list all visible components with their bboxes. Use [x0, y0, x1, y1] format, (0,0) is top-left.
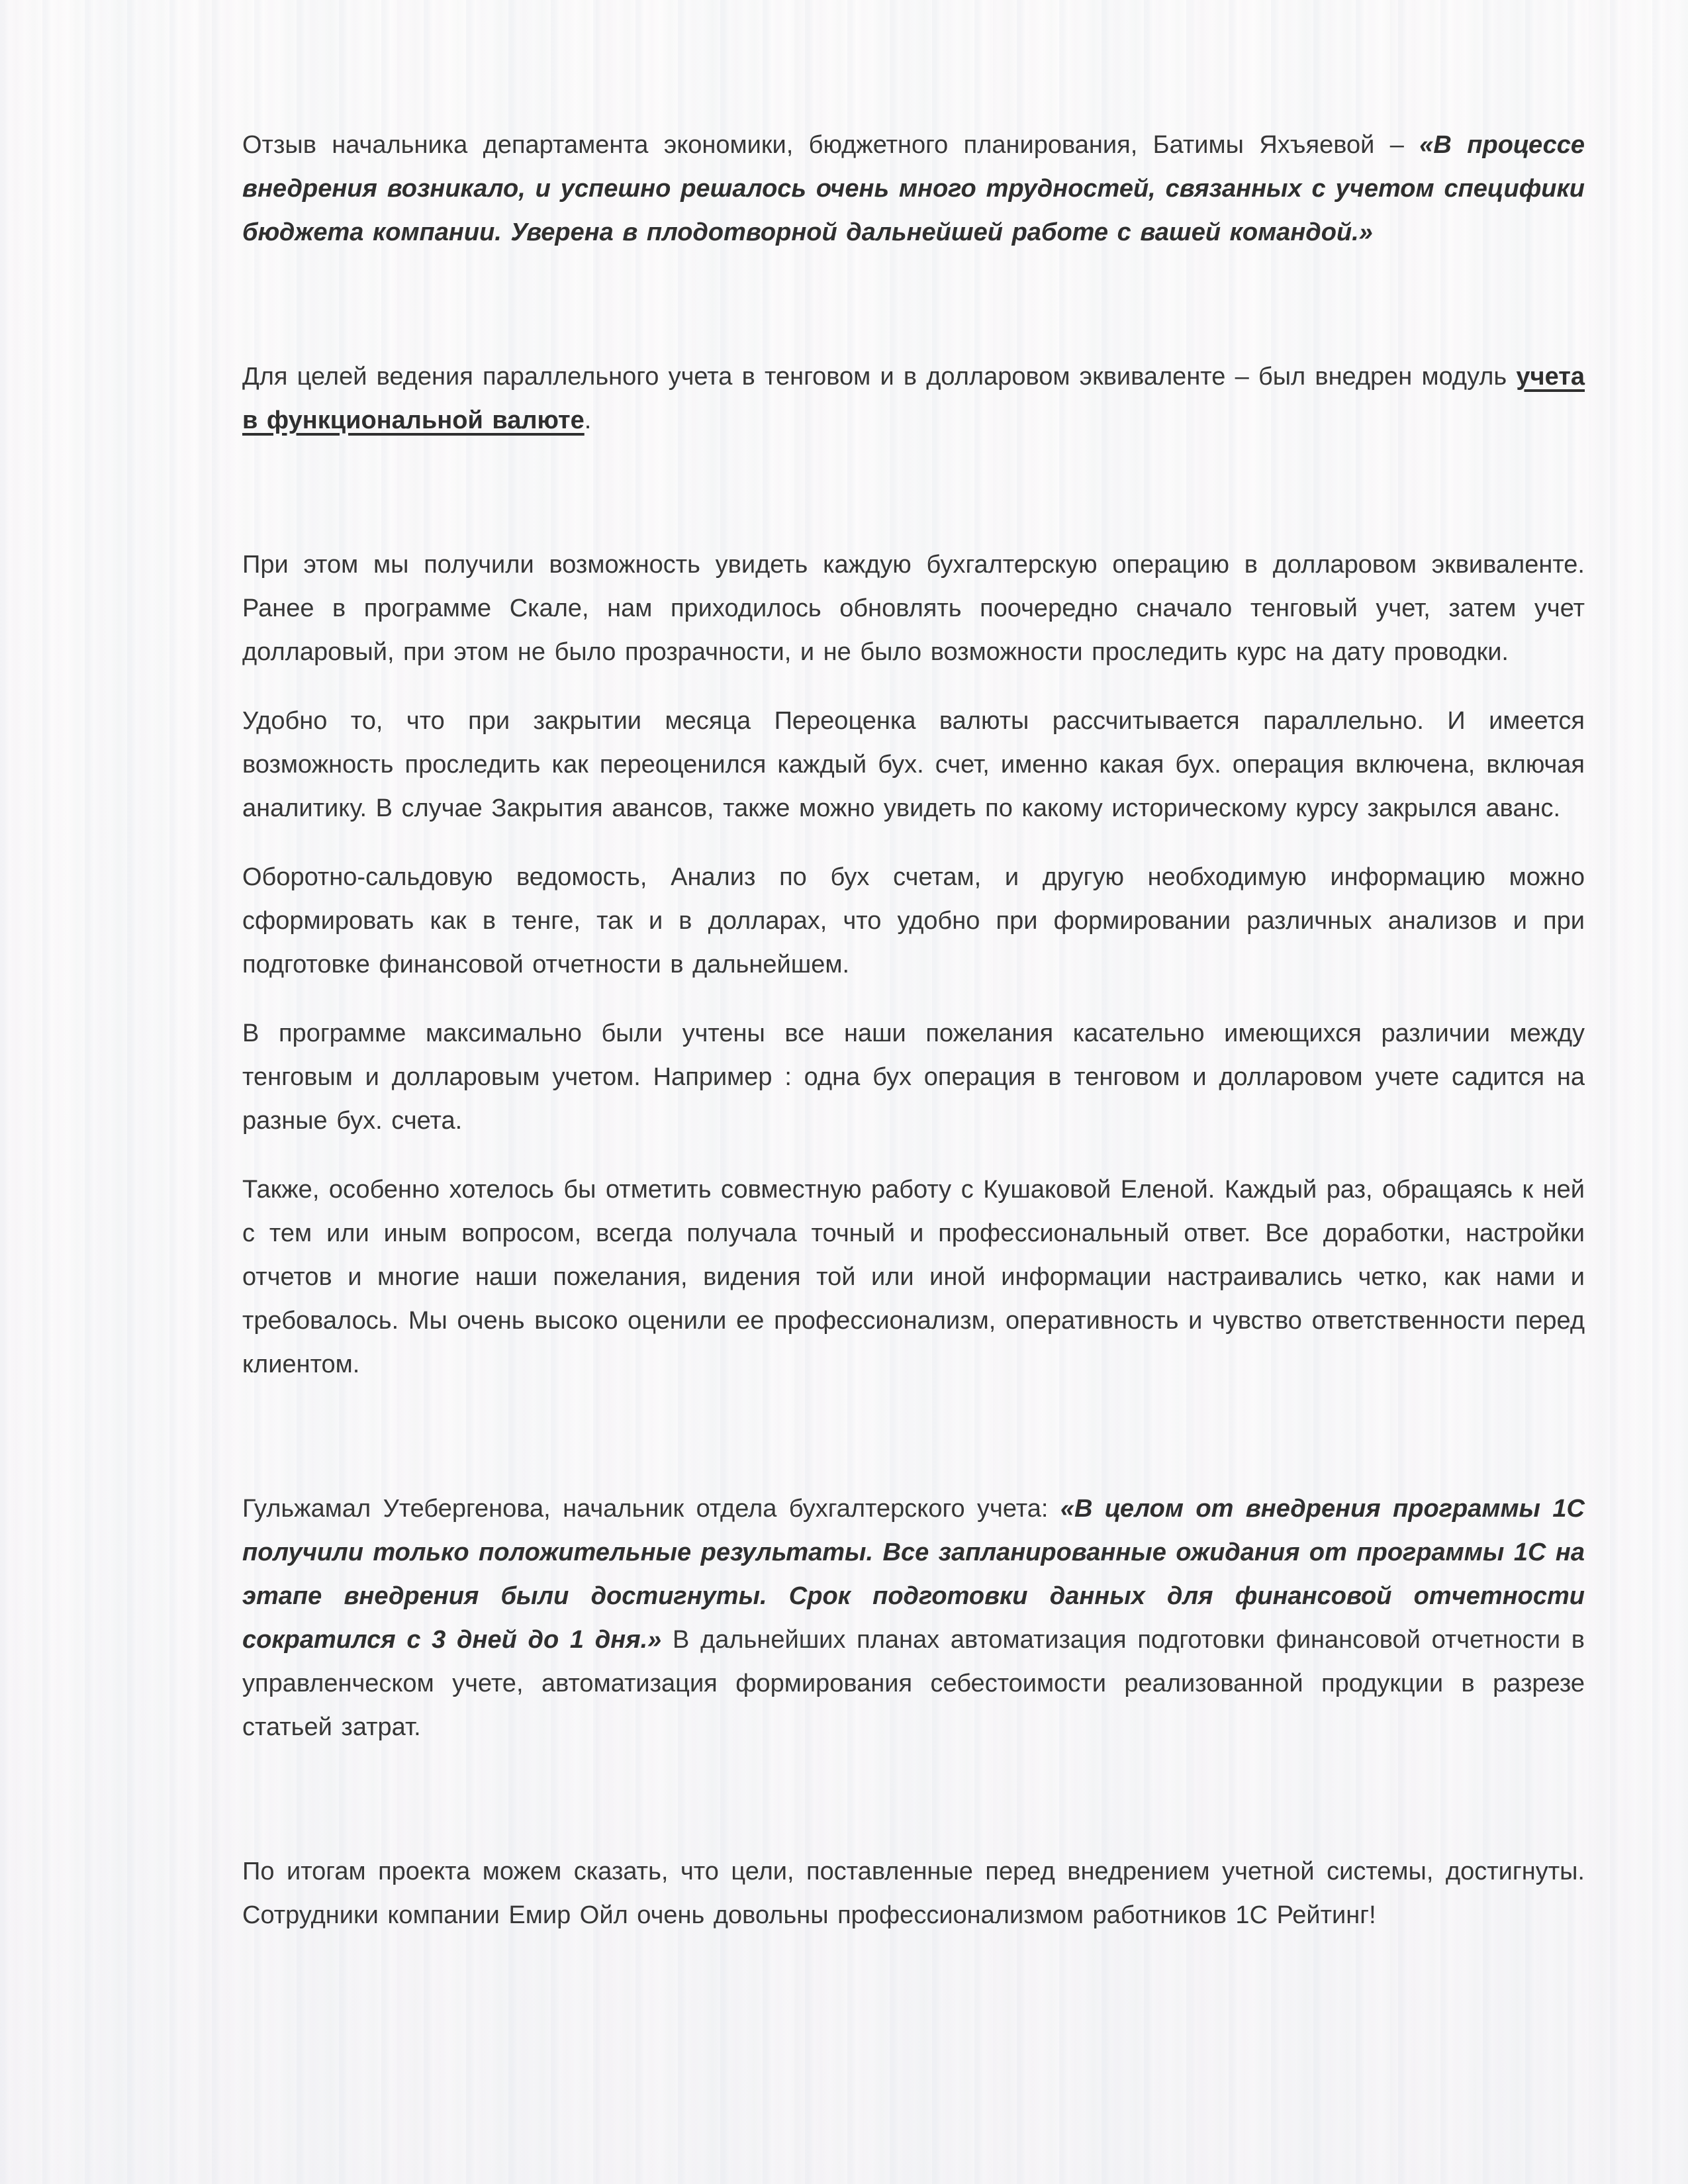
text-segment: Гульжамал Утебергенова, начальник отдела бухгалтерского учета:: [242, 1495, 1060, 1523]
paragraph-program-wishes: [242, 1012, 1585, 1143]
text-segment: Отзыв начальника департамента экономики, бюджетного планирования, Батимы Яхъяевой –: [242, 131, 1420, 159]
text-segment: По итогам проекта можем сказать, что цели, поставленные перед внедрением учетной системы, достигнуты. Сотрудники компании Емир Ойл очень довольны профессионализмом работников 1С Рейтинг!: [242, 1858, 1585, 1929]
quote-text-segment: «В целом от внедрения программы 1С получили только положительные результаты. Все запланированные ожидания от программы 1С на этапе внедрения были достигнуты. Срок подготовки данных для финансовой отчетности сократился с 3 дней до 1 дня.»: [242, 1495, 1585, 1654]
text-segment: При этом мы получили возможность увидеть каждую бухгалтерскую операцию в долларовом эквиваленте. Ранее в программе Скале, нам приходилось обновлять поочередно сначало тенговый учет, затем учет долларовый, при этом не было прозрачности, и не было возможности проследить курс на дату проводки.: [242, 551, 1585, 666]
text-segment: В дальнейших планах автоматизация подготовки финансовой отчетности в управленческом учете, автоматизация формирования себестоимости реализованной продукции в разрезе статьей затрат.: [242, 1626, 1585, 1741]
text-segment: Также, особенно хотелось бы отметить совместную работу с Кушаковой Еленой. Каждый раз, обращаясь к ней с тем или иным вопросом, всегда получала точный и профессиональный ответ. Все доработки, настройки отчетов и многие наши пожелания, видения той или иной информации настраивались четко, как нами и требовалось. Мы очень высоко оценили ее профессионализм, оперативность и чувство ответственности перед клиентом.: [242, 1176, 1585, 1378]
paragraph-turnover-balance-sheet: [242, 855, 1585, 986]
paragraph-review-economics-head: [242, 123, 1585, 254]
paragraph-utebergenova-review: [242, 1487, 1585, 1749]
text-segment: Для целей ведения параллельного учета в тенговом и в долларовом эквиваленте – был внедрен модуль: [242, 363, 1517, 391]
underlined-text-segment: учета в функциональной валюте: [242, 363, 1585, 434]
document-text-block: [242, 123, 1585, 1962]
paragraph-kushakova-elena: [242, 1168, 1585, 1386]
paragraph-dollar-equivalent: [242, 543, 1585, 674]
text-segment: .: [584, 406, 592, 434]
paragraph-project-results: [242, 1850, 1585, 1937]
text-segment: Удобно то, что при закрытии месяца Переоценка валюты рассчитывается параллельно. И имеется возможность проследить как переоценился каждый бух. счет, именно какая бух. операция включена, включая аналитику. В случае Закрытия авансов, также можно увидеть по какому историческому курсу закрылся аванс.: [242, 707, 1585, 822]
paragraph-functional-currency-module: [242, 355, 1585, 442]
paragraph-month-close-revaluation: [242, 699, 1585, 830]
quote-text-segment: «В процессе внедрения возникало, и успешно решалось очень много трудностей, связанных с учетом специфики бюджета компании. Уверена в плодотворной дальнейшей работе с вашей командой.»: [242, 131, 1585, 246]
text-segment: Оборотно-сальдовую ведомость, Анализ по бух счетам, и другую необходимую информацию можно сформировать как в тенге, так и в долларах, что удобно при формировании различных анализов и при подготовке финансовой отчетности в дальнейшем.: [242, 863, 1585, 978]
text-segment: В программе максимально были учтены все наши пожелания касательно имеющихся различии между тенговым и долларовым учетом. Например : одна бух операция в тенговом и долларовом учете садится на разные бух. счета.: [242, 1020, 1585, 1135]
